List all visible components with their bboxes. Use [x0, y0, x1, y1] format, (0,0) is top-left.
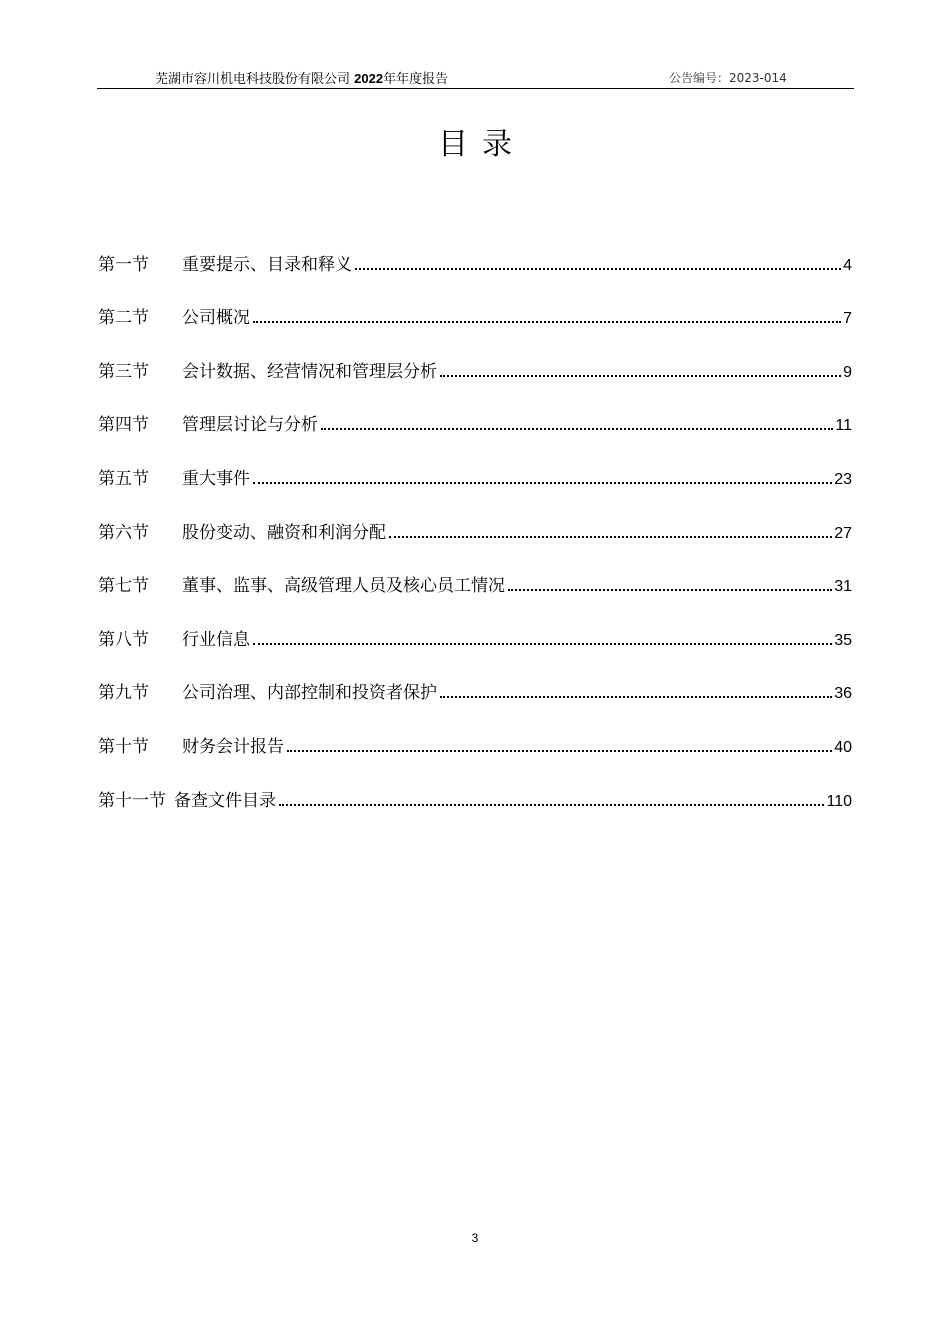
toc-dot-leader: [440, 374, 841, 377]
toc-section: 第六节: [98, 522, 149, 543]
toc-entry[interactable]: [98, 301, 852, 355]
toc-section: 第五节: [98, 468, 149, 489]
toc-page-number: 31: [834, 578, 852, 596]
toc-entry[interactable]: [98, 729, 852, 783]
toc-dot-leader: [279, 803, 824, 806]
toc-page-number: 9: [843, 363, 852, 381]
toc-entry[interactable]: [98, 569, 852, 623]
toc-dot-leader: [253, 320, 841, 323]
toc-entry[interactable]: [98, 354, 852, 408]
toc-label: 公司概况: [182, 308, 250, 329]
toc-page-number: 35: [834, 631, 852, 649]
toc-section: 第七节: [98, 576, 149, 597]
page-number: 3: [471, 1231, 479, 1245]
toc-section: 第十节: [98, 736, 149, 757]
toc-page-number: 11: [835, 417, 852, 435]
toc-entry[interactable]: [98, 676, 852, 730]
toc-dot-leader: [508, 588, 832, 591]
toc-label: 会计数据、经营情况和管理层分析: [182, 361, 437, 382]
toc-dot-leader: [253, 642, 832, 645]
toc-section: 第九节: [98, 683, 149, 704]
toc-page-number: 27: [834, 524, 852, 542]
toc-page-number: 7: [843, 310, 852, 328]
toc-section: 第十一节: [98, 790, 166, 811]
toc-dot-leader: [253, 481, 832, 484]
header-company: 芜湖市容川机电科技股份有限公司: [155, 72, 351, 87]
toc-entry[interactable]: [98, 408, 852, 462]
toc-entry[interactable]: [98, 783, 852, 837]
header-report-title: [155, 68, 448, 87]
toc-dot-leader: [389, 535, 832, 538]
page-header: [97, 66, 854, 89]
toc-dot-leader: [440, 695, 832, 698]
toc-entry[interactable]: [98, 515, 852, 569]
header-notice-number: 公告编号：2023-014: [669, 71, 787, 85]
toc-page-number: 110: [826, 792, 852, 810]
toc-label: 管理层讨论与分析: [182, 415, 318, 436]
page-title: 目录: [438, 127, 526, 162]
toc-label: 备查文件目录: [174, 790, 276, 811]
toc-entry[interactable]: [98, 622, 852, 676]
header-report-suffix: 年年度报告: [383, 72, 449, 87]
toc-entry[interactable]: [98, 461, 852, 515]
toc-dot-leader: [355, 267, 841, 270]
header-year: 2022: [354, 71, 384, 86]
toc-label: 财务会计报告: [182, 736, 284, 757]
toc-page-number: 36: [834, 685, 852, 703]
toc-dot-leader: [321, 427, 833, 430]
toc-label: 重要提示、目录和释义: [182, 254, 352, 275]
toc-section: 第一节: [98, 254, 149, 275]
toc-section: 第二节: [98, 308, 149, 329]
toc-dot-leader: [287, 749, 832, 752]
toc-section: 第三节: [98, 361, 149, 382]
toc-section: 第四节: [98, 415, 149, 436]
toc-label: 公司治理、内部控制和投资者保护: [182, 683, 437, 704]
toc-label: 重大事件: [182, 468, 250, 489]
toc-section: 第八节: [98, 629, 149, 650]
toc-page-number: 4: [843, 256, 852, 274]
toc-label: 行业信息: [182, 629, 250, 650]
table-of-contents: [98, 247, 852, 837]
toc-label: 董事、监事、高级管理人员及核心员工情况: [182, 576, 505, 597]
toc-label: 股份变动、融资和利润分配: [182, 522, 386, 543]
toc-entry[interactable]: [98, 247, 852, 301]
toc-page-number: 23: [834, 470, 852, 488]
toc-page-number: 40: [834, 738, 852, 756]
